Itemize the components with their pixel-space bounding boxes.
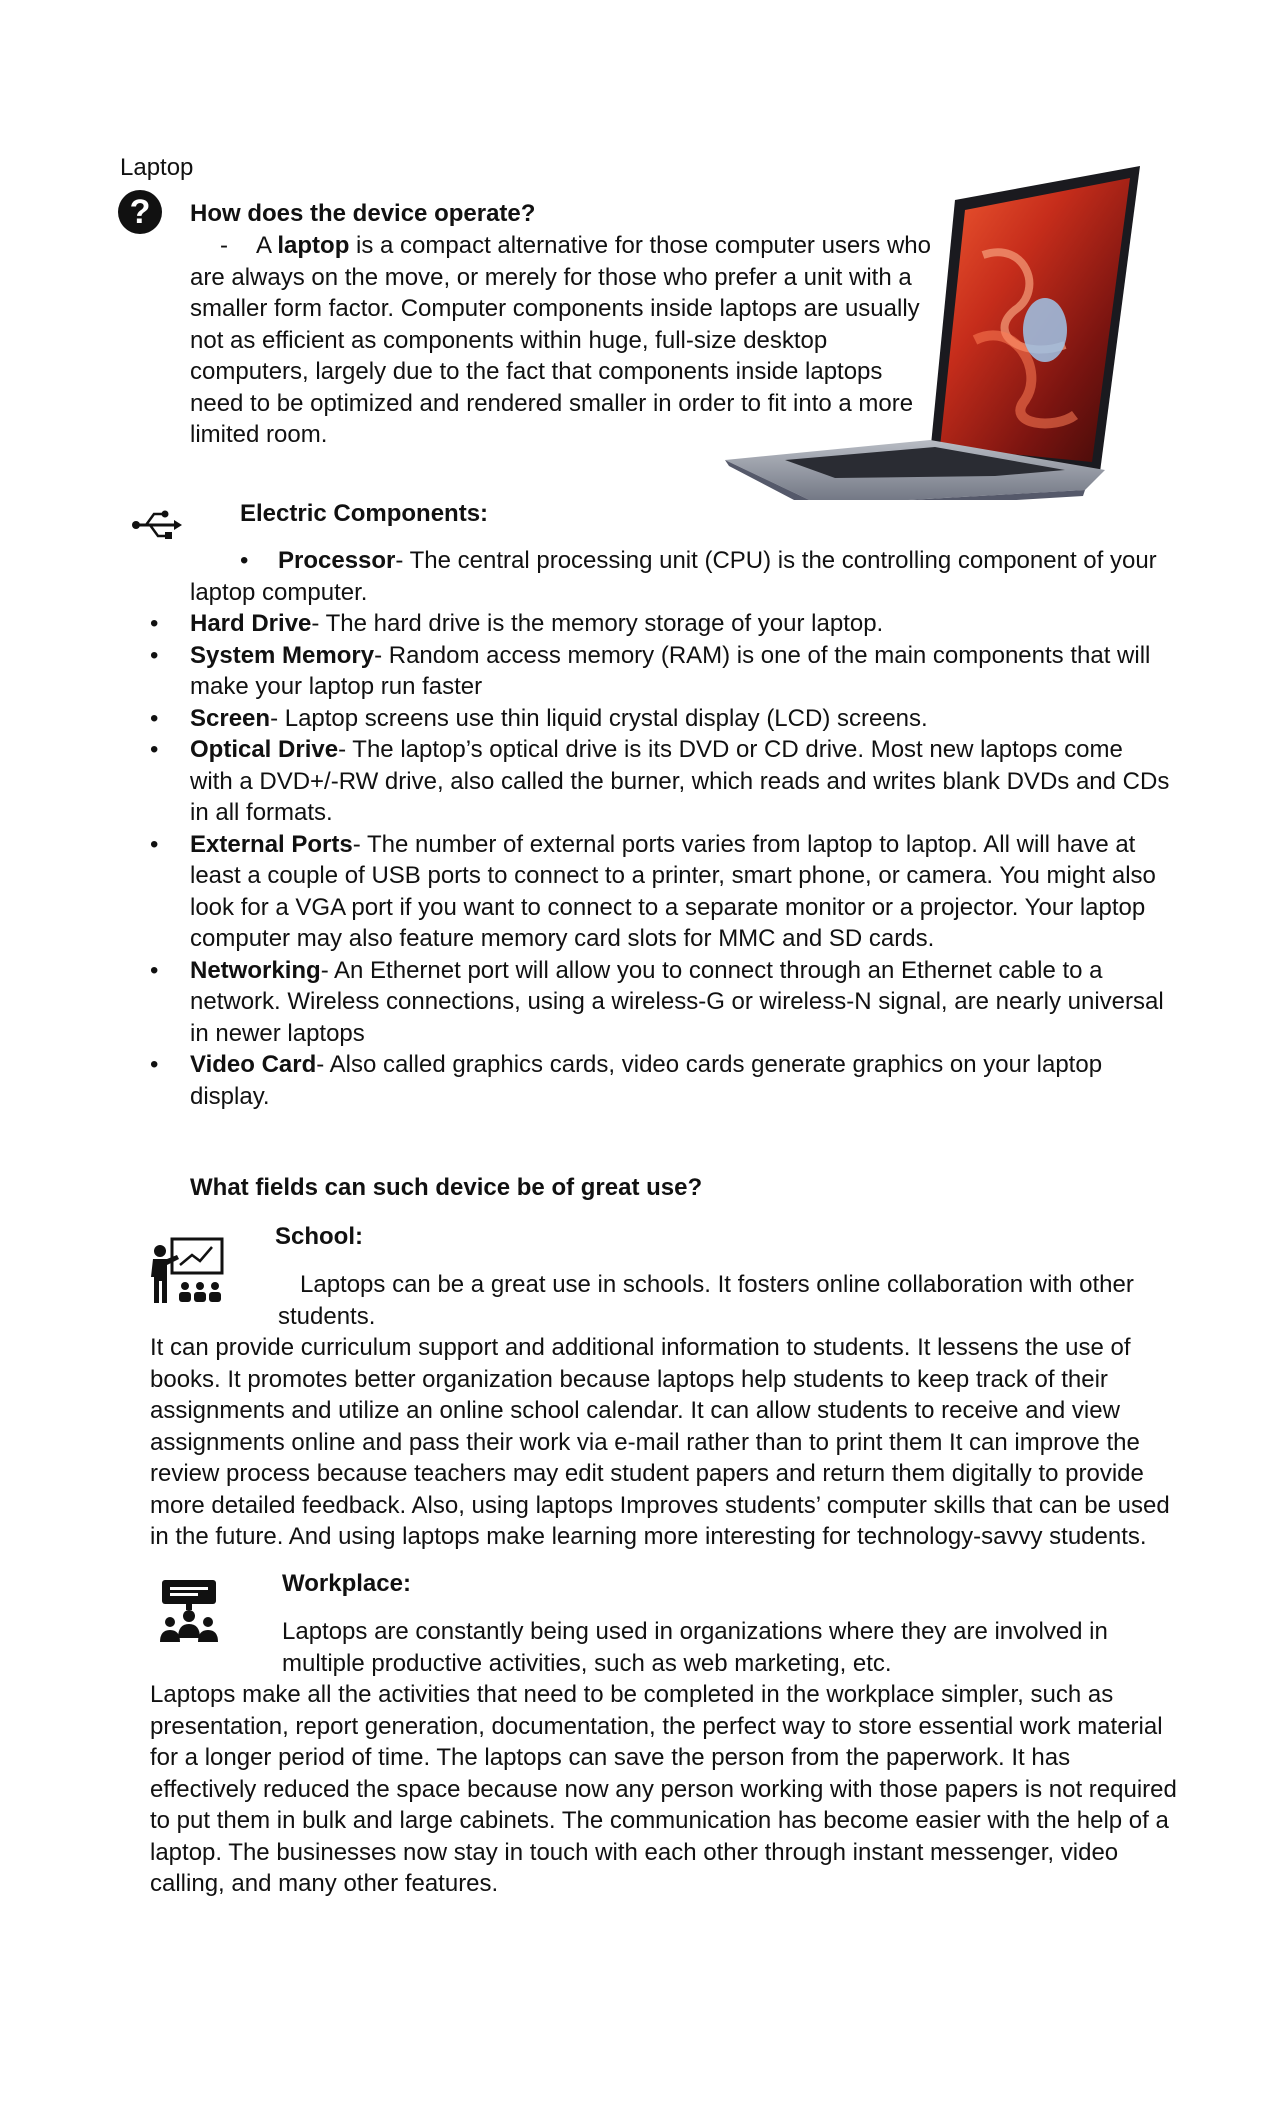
dash-marker: -: [220, 232, 228, 259]
term-laptop: laptop: [277, 232, 350, 259]
component-item-video-card: [150, 1049, 1170, 1112]
workplace-first-line: Laptops are constantly being used in organizations where they are involved in multiple productive activities, such as web marketing, etc.: [282, 1618, 1108, 1677]
component-text: - Also called graphics cards, video cards generate graphics on your laptop display.: [190, 1051, 1103, 1110]
section-heading-components: Electric Components:: [240, 500, 489, 527]
component-term: Screen: [190, 704, 271, 732]
component-term: System Memory: [190, 641, 375, 669]
school-first-line: Laptops can be a great use in schools. It fosters online collaboration with other students.: [278, 1271, 1134, 1330]
usb-icon: [132, 508, 182, 542]
article-text: A: [256, 232, 271, 259]
laptop-image: [725, 160, 1145, 500]
component-term: Hard Drive: [190, 610, 312, 637]
component-term: External Ports: [190, 830, 353, 858]
question-circle-icon: ?: [118, 190, 162, 234]
field-heading-workplace: Workplace:: [282, 1570, 411, 1597]
field-heading-school: School:: [275, 1223, 363, 1250]
bullet-marker: •: [150, 830, 159, 858]
component-term: Optical Drive: [190, 736, 339, 763]
bullet-marker: •: [150, 1051, 159, 1078]
section-heading-fields: What fields can such device be of great use?: [190, 1174, 703, 1201]
component-item-external-ports: [150, 829, 1170, 955]
component-item-processor: [190, 545, 1190, 608]
bullet-marker: •: [150, 956, 159, 984]
component-item-optical-drive: [150, 734, 1170, 829]
school-rest-text: It can provide curriculum support and additional information to students. It lessens the use of books. It promotes better organization because laptops help students to keep track of their assignments and utilize an online school calendar. It can allow students to receive and view assignments online and pass their work via e-mail rather than to print them It can improve the review process because teachers may edit student papers and return them digitally to provide more detailed feedback. Also, using laptops Improves students’ computer skills that can be used in the future. And using laptops make learning more interesting for technology-savvy students.: [150, 1334, 1170, 1550]
component-term: Networking: [190, 956, 321, 984]
component-term: Processor: [278, 547, 396, 574]
components-list: [150, 608, 1170, 1112]
bullet-marker: •: [150, 610, 159, 637]
component-term: Video Card: [190, 1051, 317, 1078]
field-paragraph-workplace: [150, 1616, 1180, 1900]
component-text: - The hard drive is the memory storage of your laptop.: [311, 610, 884, 637]
component-text: - Laptop screens use thin liquid crystal display (LCD) screens.: [270, 704, 928, 732]
component-item-system-memory: [150, 640, 1170, 703]
component-item-screen: [150, 703, 1170, 735]
bullet-marker: •: [150, 736, 159, 763]
field-paragraph-school: [150, 1269, 1180, 1553]
component-text: - The number of external ports varies from laptop to laptop. All will have at least a couple of USB ports to connect to a printer, smart phone, or camera. You might also look for a VGA port if you want to connect to a separate monitor or a projector. Your laptop computer may also feature memory card slots for MMC and SD cards.: [190, 830, 1156, 952]
component-item-networking: [150, 955, 1170, 1050]
bullet-marker: •: [150, 704, 159, 732]
component-text: - The laptop’s optical drive is its DVD or CD drive. Most new laptops come with a DVD+/-RW drive, also called the burner, which reads and writes blank DVDs and CDs in all formats.: [190, 736, 1170, 826]
bullet-marker: •: [150, 641, 159, 669]
component-text: - The central processing unit (CPU) is the controlling component of your laptop computer.: [190, 547, 1157, 606]
component-item-hard-drive: [150, 608, 1170, 640]
section-heading-operate: How does the device operate?: [190, 200, 536, 227]
component-text: - Random access memory (RAM) is one of the main components that will make your laptop run faster: [190, 641, 1151, 700]
bullet-marker: •: [240, 547, 249, 574]
workplace-rest-text: Laptops make all the activities that need to be completed in the workplace simpler, such as presentation, report generation, documentation, the perfect way to store essential work material for a longer period of time. The laptops can save the person from the paperwork. It has effectively reduced the space because now any person working with those papers is not required to put them in bulk and large cabinets. The communication has become easier with the help of a laptop. The businesses now stay in touch with each other through instant messenger, video calling, and many other features.: [150, 1681, 1177, 1897]
document-title: Laptop: [120, 154, 194, 181]
operate-body-text: is a compact alternative for those computer users who are always on the move, or merely for those who prefer a unit with a smaller form factor. Computer components inside laptops are usually not as efficient as components within huge, full-size desktop computers, largely due to the fact that components inside laptops need to be optimized and rendered smaller in order to fit into a more limited room.: [190, 232, 931, 448]
component-text: - An Ethernet port will allow you to connect through an Ethernet cable to a network. Wireless connections, using a wireless-G or wireless-N signal, are nearly universal in newer laptops: [190, 956, 1164, 1047]
